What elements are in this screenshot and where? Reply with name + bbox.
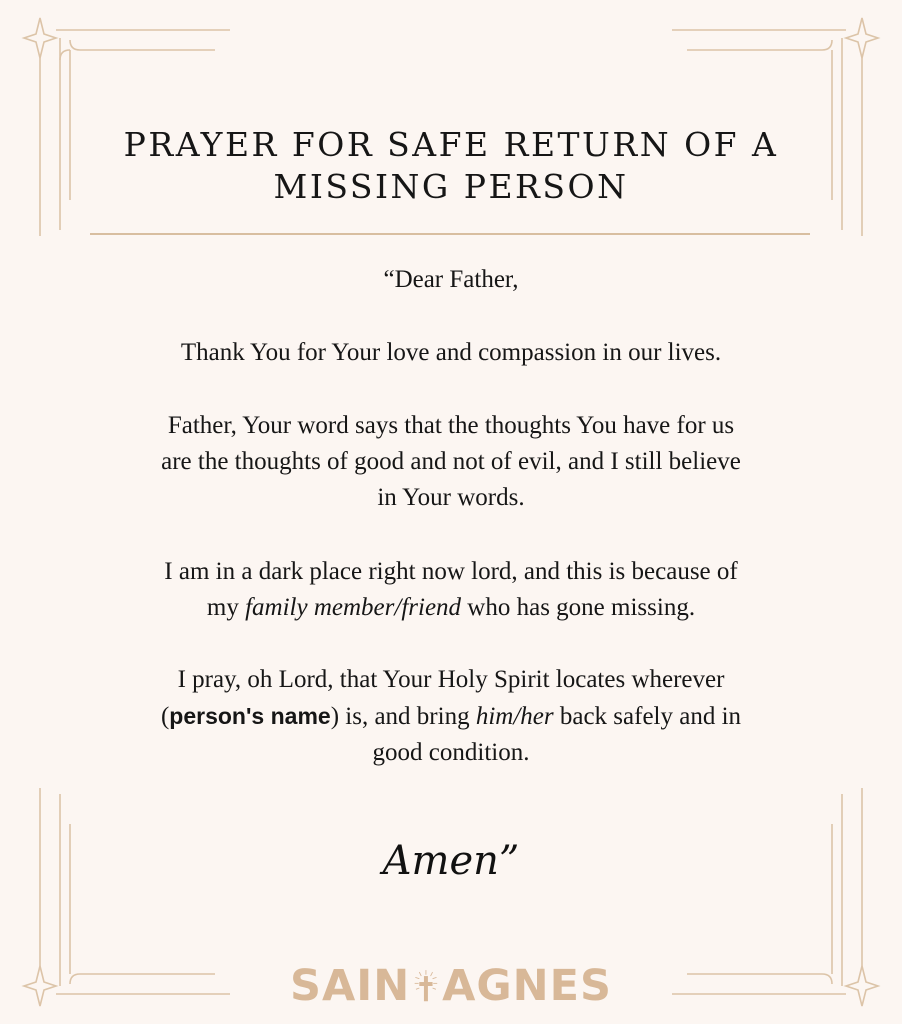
paragraph-2-line-3: in Your words. xyxy=(377,484,525,511)
cross-sunburst-icon xyxy=(414,960,438,1012)
paragraph-4-line-1: I pray, oh Lord, that Your Holy Spirit locates wherever xyxy=(177,666,725,693)
paragraph-3-line-2 xyxy=(60,590,842,626)
title-line-2: MISSING PERSON xyxy=(273,167,629,206)
logo-text-left: SAIN xyxy=(290,961,411,1011)
salutation-text: “Dear Father, xyxy=(383,266,519,293)
salutation xyxy=(60,262,842,298)
paragraph-3-italic: family member/friend xyxy=(245,594,462,621)
paragraph-4-line-3: good condition. xyxy=(372,739,530,766)
paragraph-3-post: who has gone missing. xyxy=(461,594,696,621)
saint-agnes-logo xyxy=(290,958,612,1014)
paragraph-3-line-1: I am in a dark place right now lord, and this is because of xyxy=(164,558,738,585)
paragraph-4-post: back safely and in xyxy=(553,703,742,730)
prayer-paragraph-4 xyxy=(60,662,842,771)
paragraph-1-text: Thank You for Your love and compassion in our lives. xyxy=(180,339,722,366)
paragraph-2-line-2: are the thoughts of good and not of evil, and I still believe xyxy=(161,448,741,475)
person-name-placeholder: person's name xyxy=(169,703,331,729)
prayer-paragraph-2 xyxy=(60,408,842,516)
prayer-paragraph-1 xyxy=(60,335,842,371)
paragraph-2-line-1: Father, Your word says that the thoughts You have for us xyxy=(167,412,735,439)
paragraph-4-mid: ) is, and bring xyxy=(330,703,476,730)
paragraph-4-open: ( xyxy=(160,703,170,730)
logo-text-right: AGNES xyxy=(442,961,612,1011)
title-divider xyxy=(90,233,810,235)
title-line-1: PRAYER FOR SAFE RETURN OF A xyxy=(123,125,779,164)
page-title xyxy=(80,124,822,208)
closing-amen: Amen” xyxy=(382,838,520,884)
paragraph-4-italic: him/her xyxy=(475,703,554,730)
paragraph-3-pre: my xyxy=(206,594,246,621)
paragraph-4-line-2 xyxy=(60,698,842,735)
prayer-paragraph-3 xyxy=(60,554,842,626)
